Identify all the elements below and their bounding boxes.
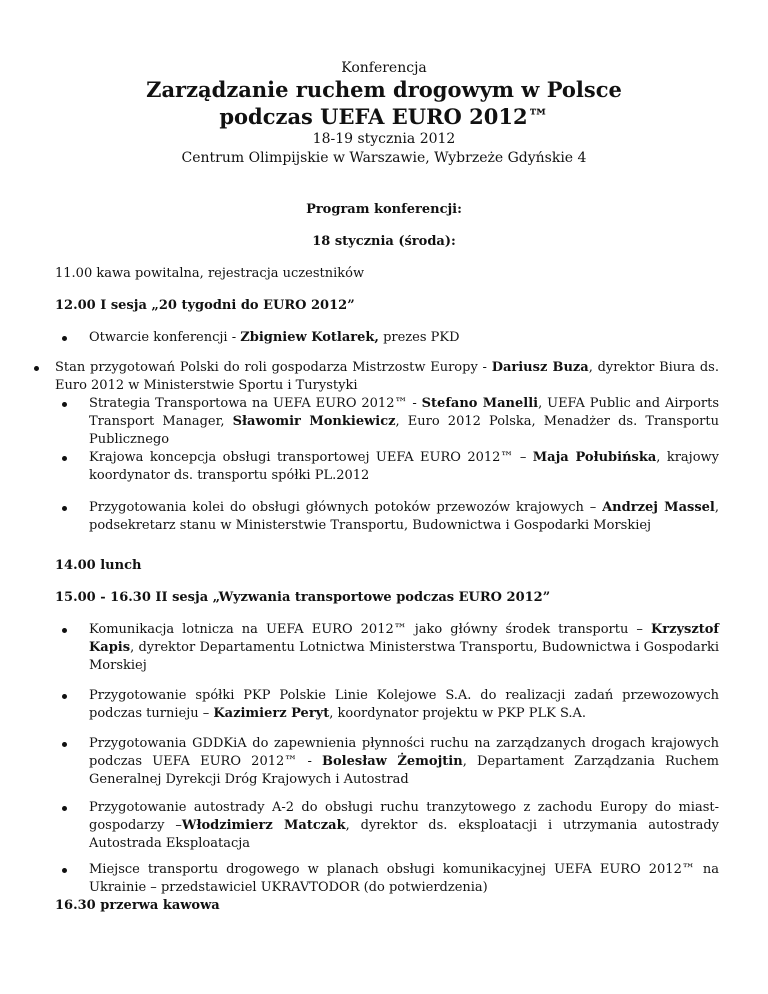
- session2-item-2: Przygotowanie spółki PKP Polskie Linie Kolejowe S.A. do realizacji zadań przewozowych podczas turnieju – Kazimierz Peryt, koordynator projektu w PKP PLK S.A.: [89, 688, 719, 721]
- bullet-icon: [62, 806, 67, 811]
- session1-item-4: Krajowa koncepcja obsługi transportowej UEFA EURO 2012™ – Maja Połubińska, krajowy koordynator ds. transportu spółki PL.2012: [89, 450, 719, 483]
- bullet-icon: [62, 628, 67, 633]
- bullet-icon: [34, 366, 39, 371]
- session2-item-1: Komunikacja lotnicza na UEFA EURO 2012™ jako główny środek transportu – Krzysztof Kapis, dyrektor Departamentu Lotnictwa Ministerstwa Transportu, Budownictwa i Gospodarki Morskiej: [89, 622, 719, 673]
- session1-item-2: Stan przygotowań Polski do roli gospodarza Mistrzostw Europy - Dariusz Buza, dyrektor Biura ds. Euro 2012 w Ministerstwie Sportu i Turystyki: [55, 360, 719, 393]
- program-heading: Program konferencji:: [306, 202, 462, 217]
- session2-item-4: Przygotowanie autostrady A-2 do obsługi ruchu tranzytowego z zachodu Europy do miast-gospodarzy –Włodzimierz Matczak, dyrektor ds. eksploatacji i utrzymania autostrady Autostrada Eksploatacja: [89, 800, 719, 851]
- conference-kicker: Konferencja: [341, 60, 427, 76]
- bullet-icon: [62, 742, 67, 747]
- conference-venue: Centrum Olimpijskie w Warszawie, Wybrzeże Gdyńskie 4: [181, 150, 587, 166]
- session2-item-3: Przygotowania GDDKiA do zapewnienia płynności ruchu na zarządzanych drogach krajowych podczas UEFA EURO 2012™ - Bolesław Żemojtin, Departament Zarządzania Ruchem Generalnej Dyrekcji Dróg Krajowych i Autostrad: [89, 736, 719, 787]
- session1-item-1: Otwarcie konferencji - Zbigniew Kotlarek, prezes PKD: [89, 330, 460, 345]
- bullet-icon: [62, 506, 67, 511]
- conference-dates: 18-19 stycznia 2012: [312, 131, 456, 147]
- bullet-icon: [62, 868, 67, 873]
- welcome-line: 11.00 kawa powitalna, rejestracja uczestników: [55, 266, 365, 281]
- day-heading: 18 stycznia (środa):: [312, 234, 456, 249]
- bullet-icon: [62, 336, 67, 341]
- session1-item-3: Strategia Transportowa na UEFA EURO 2012™ - Stefano Manelli, UEFA Public and Airports Transport Manager, Sławomir Monkiewicz, Euro 2012 Polska, Menadżer ds. Transportu Publicznego: [89, 396, 720, 447]
- lunch-line: 14.00 lunch: [55, 558, 142, 573]
- session1-item-5: Przygotowania kolei do obsługi głównych potoków przewozów krajowych – Andrzej Massel, podsekretarz stanu w Ministerstwie Transportu, Budownictwa i Gospodarki Morskiej: [89, 500, 719, 533]
- session1-heading: 12.00 I sesja „20 tygodni do EURO 2012”: [55, 298, 355, 313]
- session2-heading: 15.00 - 16.30 II sesja „Wyzwania transportowe podczas EURO 2012”: [55, 590, 551, 605]
- conference-title-line2: podczas UEFA EURO 2012™: [219, 104, 549, 129]
- coffee-break-line: 16.30 przerwa kawowa: [55, 898, 220, 913]
- bullet-icon: [62, 694, 67, 699]
- bullet-icon: [62, 456, 67, 461]
- bullet-icon: [62, 402, 67, 407]
- conference-title-line1: Zarządzanie ruchem drogowym w Polsce: [146, 77, 622, 102]
- session2-item-5: Miejsce transportu drogowego w planach obsługi komunikacyjnej UEFA EURO 2012™ na Ukrainie – przedstawiciel UKRAVTODOR (do potwierdzenia): [89, 862, 719, 895]
